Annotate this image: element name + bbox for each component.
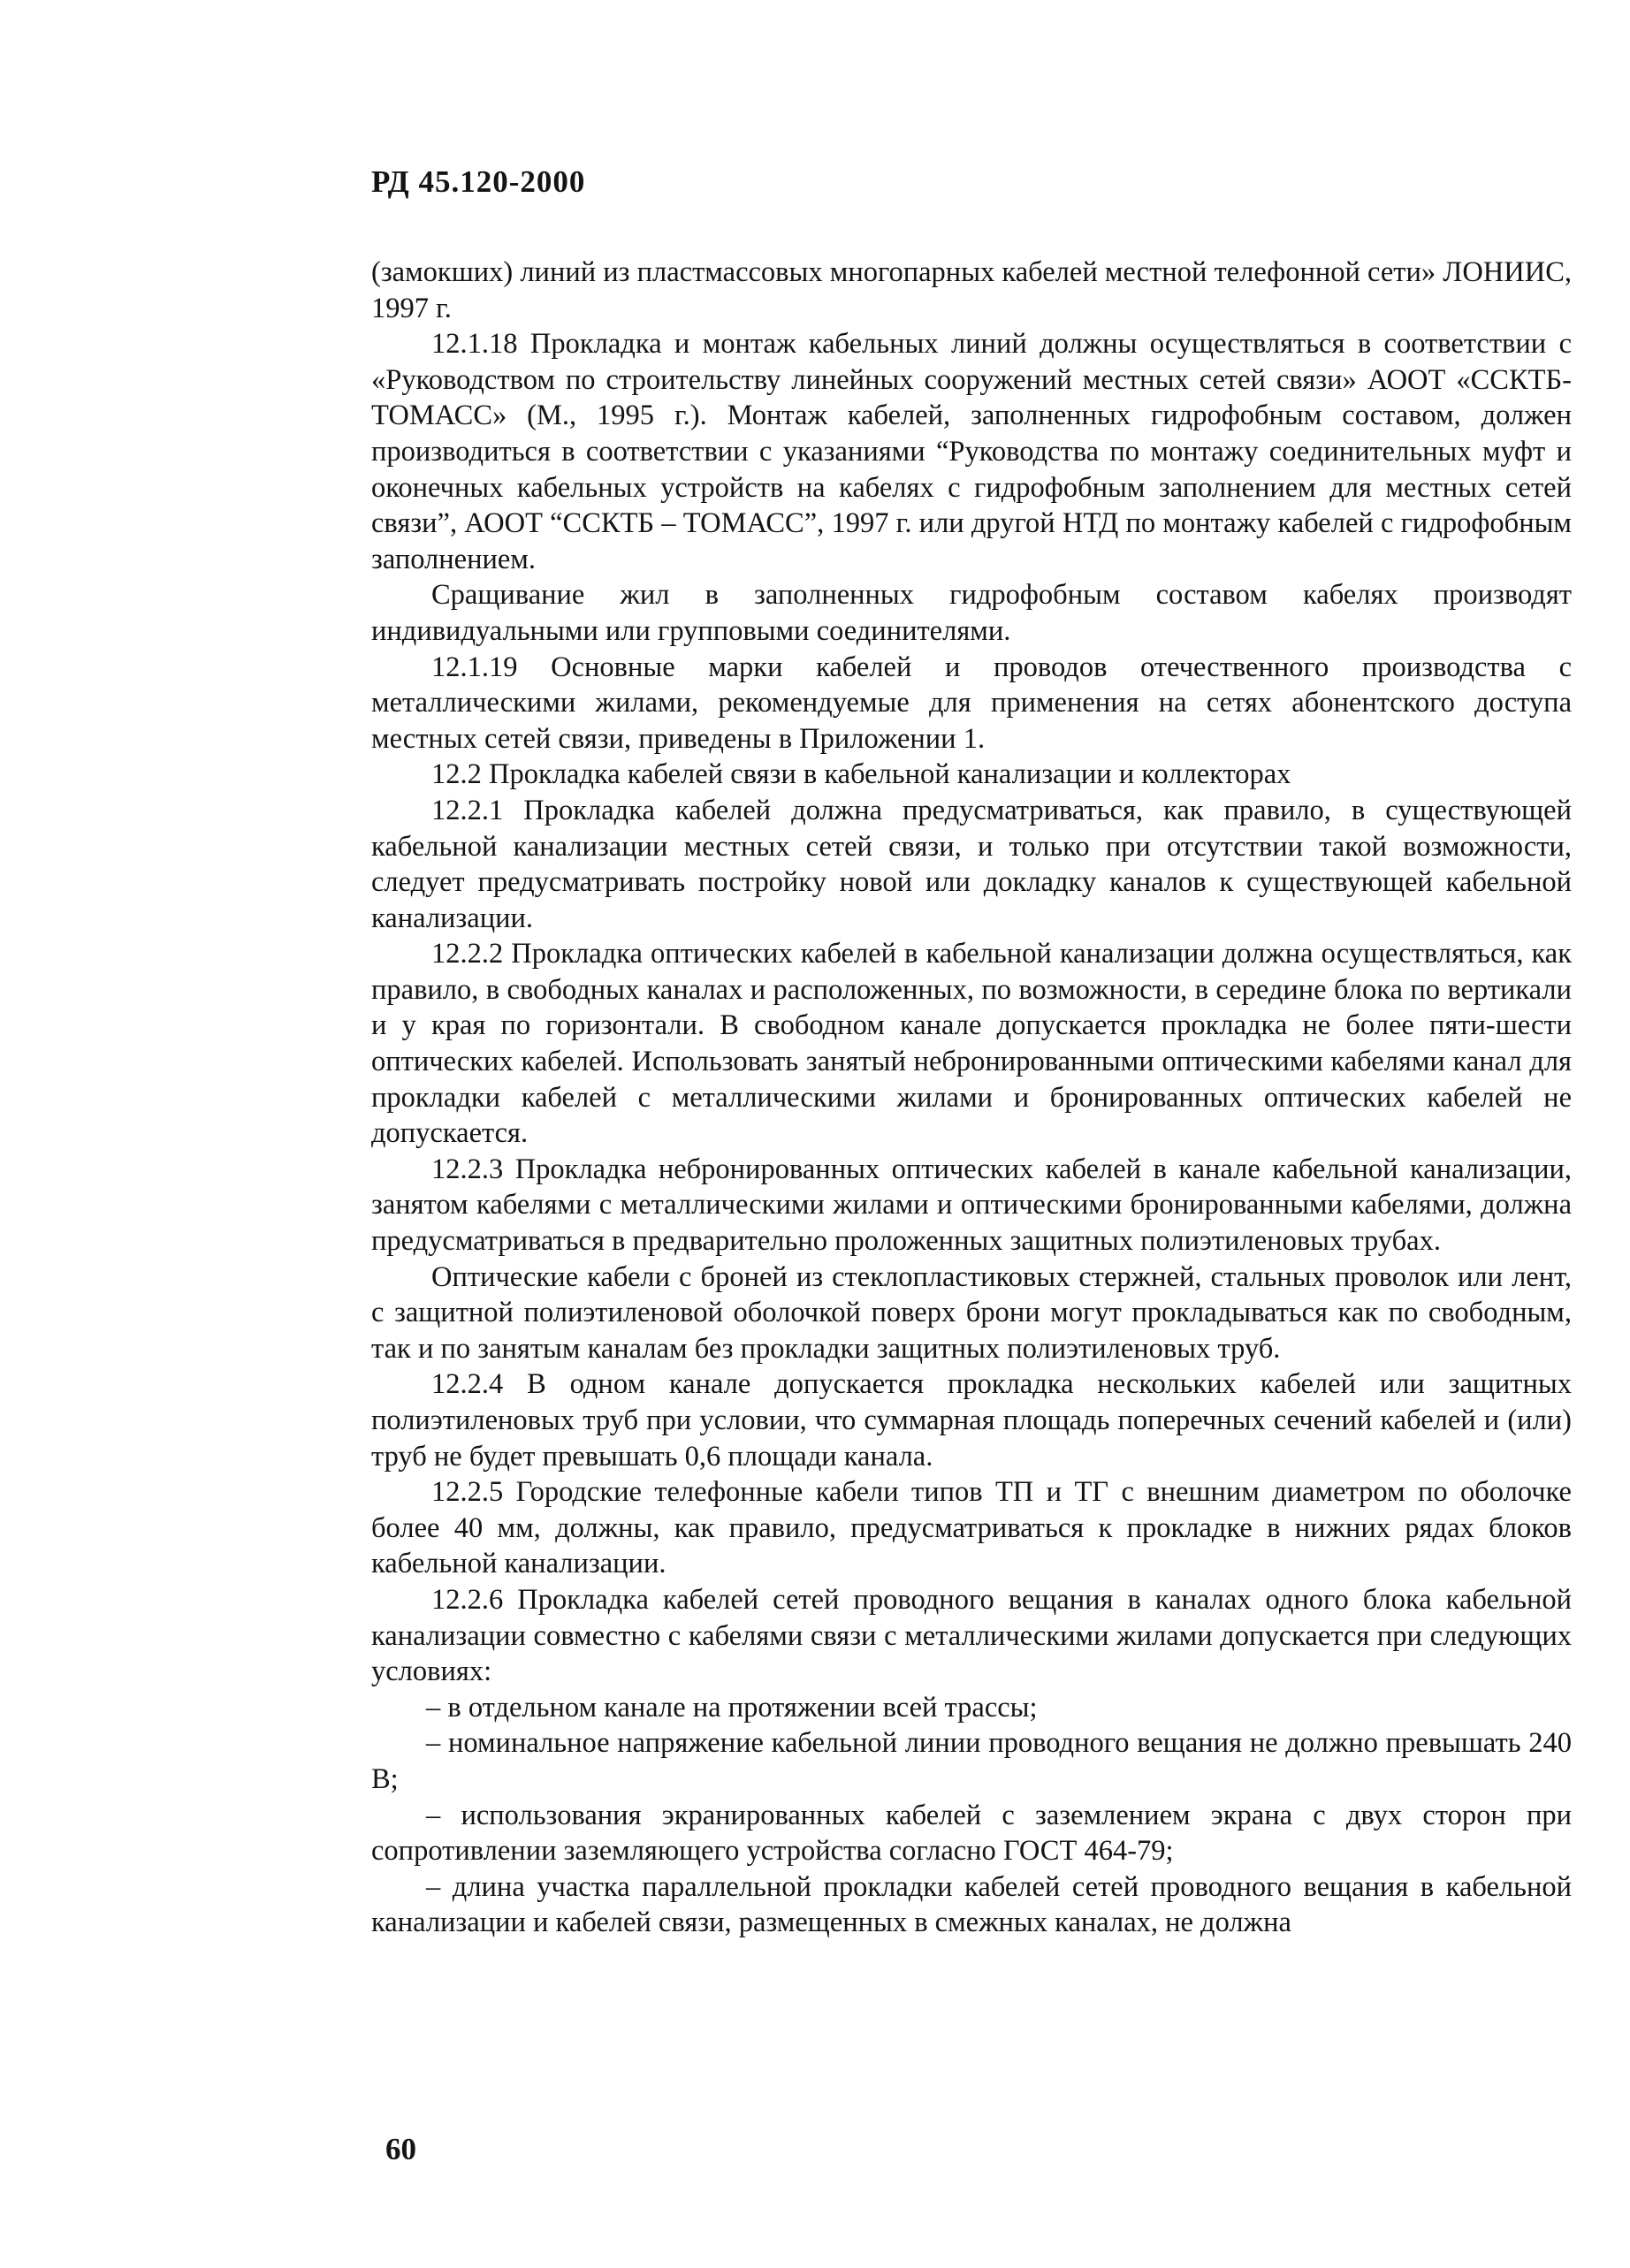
page-number: 60 (385, 2132, 416, 2166)
clause-12-2-5: 12.2.5 Городские телефонные кабели типов ТП и ТГ с внешним диаметром по оболочке более 40 мм, должны, как правило, предусматриваться к прокладке в нижних рядах блоков кабельной канализации. (371, 1476, 1572, 1580)
paragraph-armored-cables: Оптические кабели с броней из стеклопластиковых стержней, стальных проволок или лент, с защитной полиэтиленовой оболочкой поверх брони могут прокладываться как по свободным, так и по занятым каналам без прокладки защитных полиэтиленовых труб. (371, 1260, 1572, 1365)
clause-12-1-19: 12.1.19 Основные марки кабелей и проводов отечественного производства с металлическими жилами, рекомендуемые для применения на сетях абонентского доступа местных сетей связи, приведены в Приложении 1. (371, 651, 1572, 755)
list-item: – в отдельном канале на протяжении всей трассы; (426, 1691, 1038, 1724)
document-code-header: РД 45.120-2000 (371, 164, 586, 199)
document-body (371, 255, 1572, 1941)
clause-12-2-4: 12.2.4 В одном канале допускается прокладка нескольких кабелей или защитных полиэтиленовых труб при условии, что суммарная площадь поперечных сечений кабелей и (или) труб не будет превышать 0,6 площади канала. (371, 1368, 1572, 1473)
list-item: – длина участка параллельной прокладки кабелей сетей проводного вещания в кабельной канализации и кабелей связи, размещенных в смежных каналах, не должна (371, 1870, 1572, 1939)
list-item: – использования экранированных кабелей с заземлением экрана с двух сторон при сопротивлении заземляющего устройства согласно ГОСТ 464-79; (371, 1799, 1572, 1868)
clause-12-2-2: 12.2.2 Прокладка оптических кабелей в кабельной канализации должна осуществляться, как правило, в свободных каналах и расположенных, по возможности, в середине блока по вертикали и у края по горизонтали. В свободном канале допускается прокладка не более пяти-шести оптических кабелей. Использовать занятый небронированными оптическими кабелями канал для прокладки кабелей с металлическими жилами и бронированных оптических кабелей не допускается. (371, 938, 1572, 1150)
clause-12-2-6: 12.2.6 Прокладка кабелей сетей проводного вещания в каналах одного блока кабельной канализации совместно с кабелями связи с металлическими жилами допускается при следующих условиях: (371, 1583, 1572, 1688)
section-heading-12-2: 12.2 Прокладка кабелей связи в кабельной канализации и коллекторах (431, 758, 1291, 791)
clause-12-2-3: 12.2.3 Прокладка небронированных оптических кабелей в канале кабельной канализации, занятом кабелями с металлическими жилами и оптическими бронированными кабелями, должна предусматриваться в предварительно проложенных защитных полиэтиленовых трубах. (371, 1153, 1572, 1258)
clause-12-1-18: 12.1.18 Прокладка и монтаж кабельных линий должны осуществляться в соответствии с «Руководством по строительству линейных сооружений местных сетей связи» АООТ «ССКТБ-ТОМАСС» (М., 1995 г.). Монтаж кабелей, заполненных гидрофобным составом, должен производиться в соответствии с указаниями “Руководства по монтажу соединительных муфт и оконечных кабельных устройств на кабелях с гидрофобным заполнением для местных сетей связи”, АООТ “ССКТБ – ТОМАСС”, 1997 г. или другой НТД по монтажу кабелей с гидрофобным заполнением. (371, 328, 1572, 575)
list-item: – номинальное напряжение кабельной линии проводного вещания не должно превышать 240 В; (371, 1727, 1572, 1795)
clause-12-2-1: 12.2.1 Прокладка кабелей должна предусматриваться, как правило, в существующей кабельной канализации местных сетей связи, и только при отсутствии такой возможности, следует предусматривать постройку новой или докладку каналов к существующей кабельной канализации. (371, 794, 1572, 934)
paragraph-continuation: (замокших) линий из пластмассовых многопарных кабелей местной телефонной сети» ЛОНИИС, 1997 г. (371, 256, 1572, 324)
paragraph-splicing: Сращивание жил в заполненных гидрофобным составом кабелях производят индивидуальными или групповыми соединителями. (371, 579, 1572, 647)
